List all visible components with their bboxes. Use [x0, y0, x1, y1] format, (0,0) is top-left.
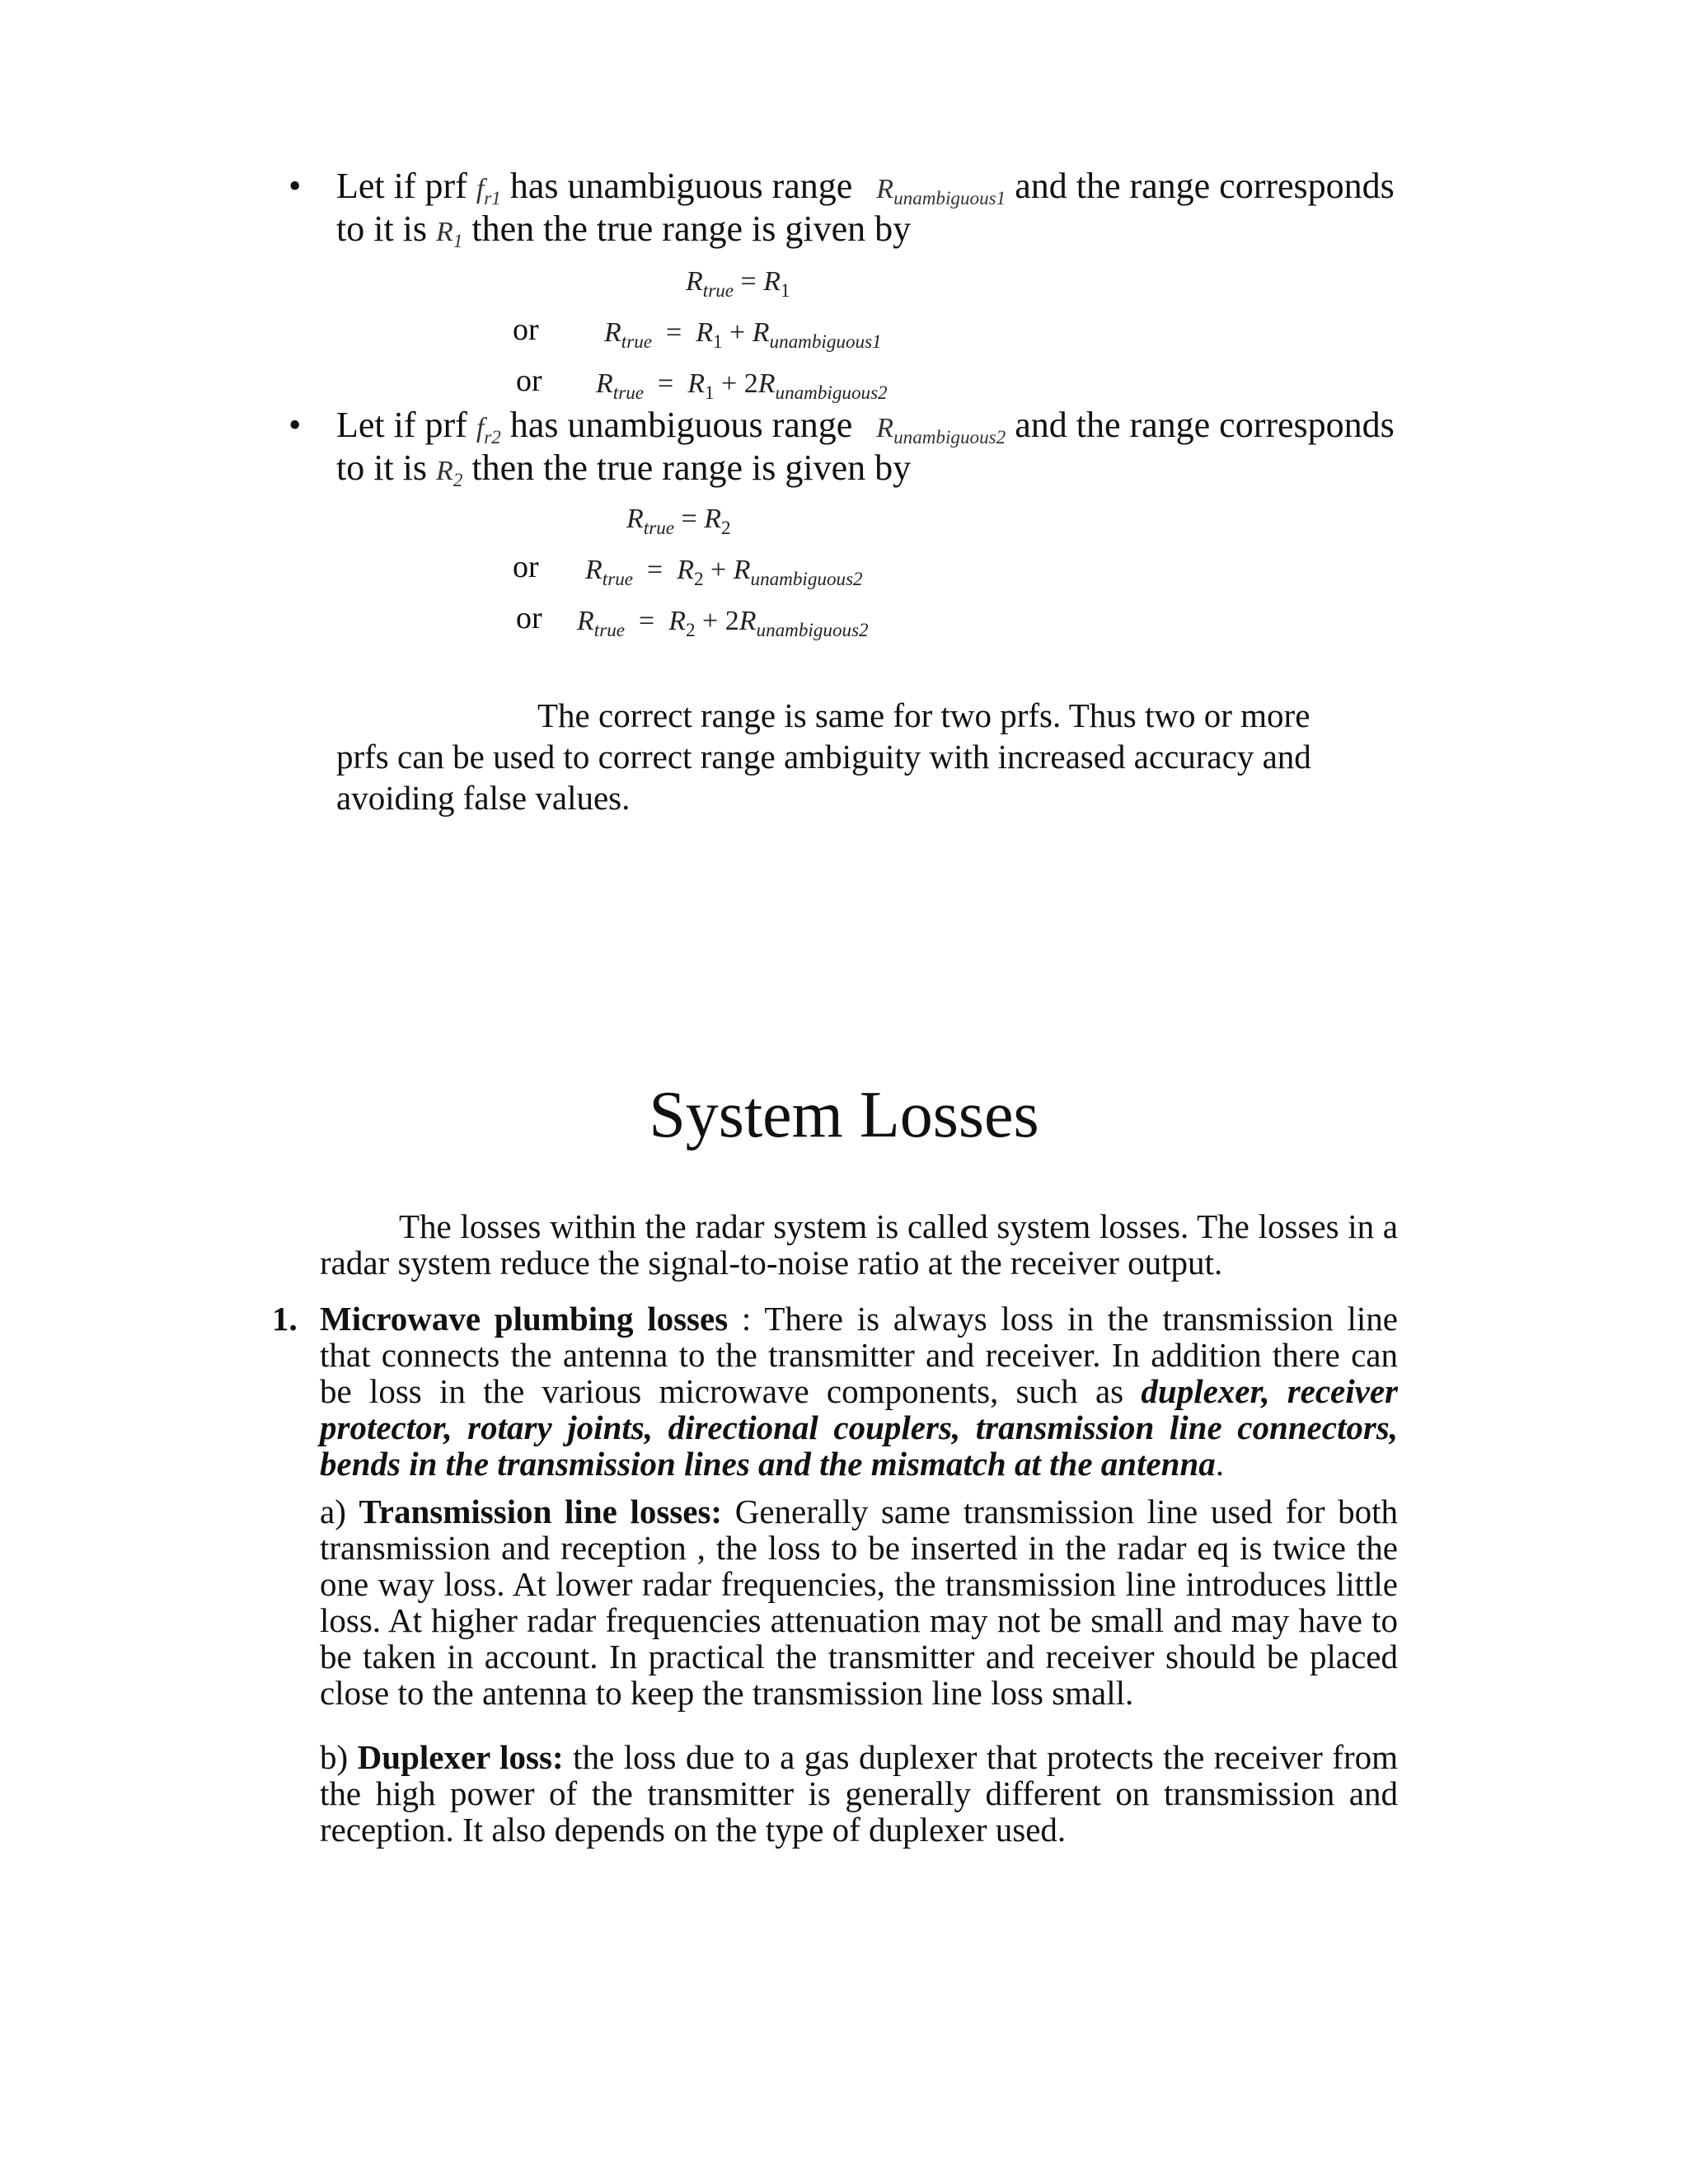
text-segment: and the range corresponds [1015, 166, 1395, 206]
item-b-heading: Duplexer loss: [357, 1738, 564, 1776]
symbol-r1: $R_1$ [436, 217, 463, 253]
item-1-text: : There is always loss in the transmission line that connects the antenna to the transmitter and receiver. In addition there can be loss in the various microwave components, such as [320, 1300, 1398, 1410]
item-b-label: b) [320, 1738, 349, 1776]
bullet-marker-1: • [288, 166, 302, 206]
text-segment: to it is [336, 209, 428, 249]
item-1-emphasis: duplexer, receiver protector, rotary joints, directional couplers, transmission line connectors, bends in the transmission lines and the mismatch at the antenna [320, 1372, 1398, 1483]
item-a-paragraph [320, 1493, 1398, 1711]
equation-2-2: $R_{true} = R_2 + R_{unambiguous2}$ [585, 555, 863, 591]
text-segment: to it is [336, 448, 428, 488]
text-segment: Let if prf [336, 405, 467, 445]
symbol-f-r2: $f_{r2}$ [476, 413, 501, 449]
symbol-r-unambiguous1: $R_{unambiguous1}$ [876, 174, 1006, 210]
bullet-2-line-2 [336, 447, 911, 493]
item-a-heading: Transmission line losses: [359, 1493, 723, 1530]
bullet-1-line-1 [336, 165, 1395, 211]
bullet-2-line-1 [336, 404, 1395, 450]
item-1-number: 1. [272, 1300, 298, 1338]
conclusion-line-2: prfs can be used to correct range ambiguity with increased accuracy and [336, 738, 1311, 776]
conclusion-line-3: avoiding false values. [336, 779, 631, 817]
text-segment: then the true range is given by [471, 448, 912, 488]
intro-text: The losses within the radar system is called system losses. The losses in a radar system reduce the signal-to-noise ratio at the receiver output. [320, 1207, 1398, 1282]
equation-1-1: $R_{true} = R_1$ [686, 266, 790, 302]
or-label: or [516, 363, 542, 398]
intro-paragraph [320, 1208, 1398, 1281]
item-a-text: Generally same transmission line used for both transmission and reception , the loss to be inserted in the radar eq is twice the one way loss. At lower radar frequencies, the transmission line introduces little loss. At higher radar frequencies attenuation may not be small and may have to be taken in account. In practical the transmitter and receiver should be placed close to the antenna to keep the transmission line loss small. [320, 1493, 1399, 1712]
text-segment: . [1215, 1445, 1225, 1483]
item-b-paragraph [320, 1739, 1398, 1848]
symbol-r-unambiguous2: $R_{unambiguous2}$ [876, 413, 1006, 449]
symbol-f-r1: $f_{r1}$ [476, 174, 501, 210]
item-b-text: the loss due to a gas duplexer that protects the receiver from the high power of the transmitter is generally different on transmission and reception. It also depends on the type of duplexer used. [320, 1738, 1398, 1849]
text-segment: has unambiguous range [509, 166, 853, 206]
text-segment: Let if prf [336, 166, 467, 206]
text-segment: then the true range is given by [471, 209, 912, 249]
equation-1-2: $R_{true} = R_1 + R_{unambiguous1}$ [604, 317, 882, 354]
item-1-paragraph [320, 1301, 1398, 1482]
or-label: or [513, 550, 539, 584]
equation-1-3: $R_{true} = R_1 + 2R_{unambiguous2}$ [596, 368, 888, 405]
bullet-marker-2: • [288, 405, 302, 445]
or-label: or [516, 601, 542, 635]
conclusion-line-1: The correct range is same for two prfs. Thus two or more [537, 696, 1311, 734]
text-segment: has unambiguous range [509, 405, 853, 445]
equation-2-3: $R_{true} = R_2 + 2R_{unambiguous2}$ [577, 606, 869, 642]
or-label: or [513, 312, 539, 347]
item-a-label: a) [320, 1493, 346, 1530]
symbol-r2: $R_2$ [436, 456, 463, 492]
bullet-1-line-2 [336, 208, 911, 254]
section-title: System Losses [649, 1079, 1039, 1151]
text-segment: and the range corresponds [1015, 405, 1395, 445]
item-1-heading: Microwave plumbing losses [320, 1300, 729, 1338]
equation-2-1: $R_{true} = R_2$ [626, 504, 731, 540]
